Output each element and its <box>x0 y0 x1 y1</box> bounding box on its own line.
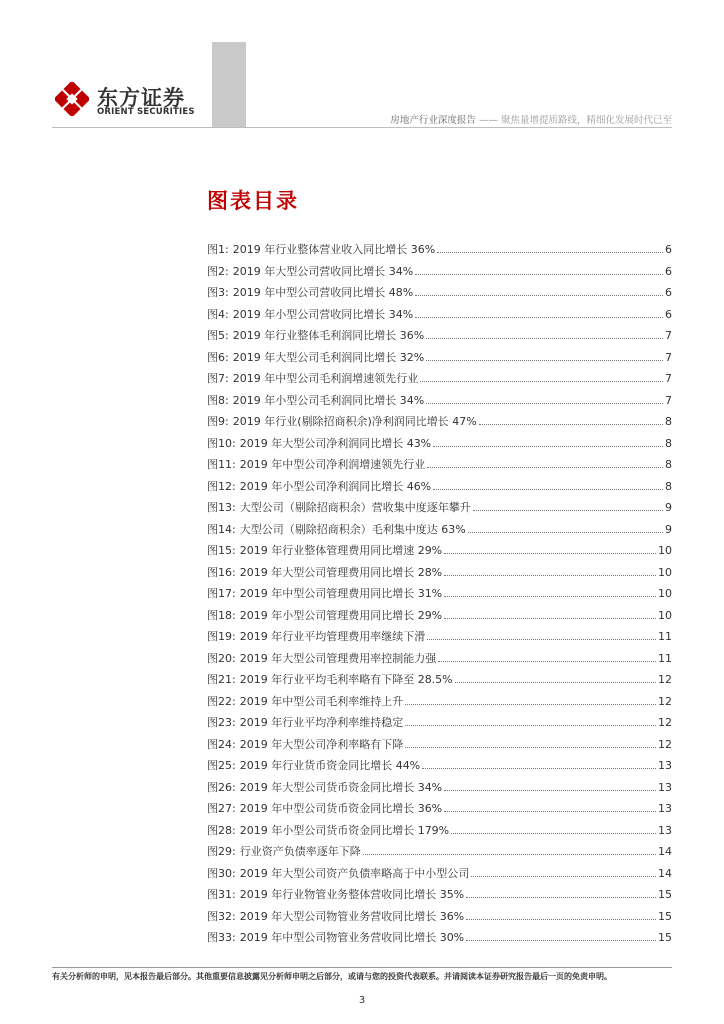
report-type: 房地产行业深度报告 <box>390 115 476 126</box>
toc-entry[interactable] <box>207 650 672 672</box>
toc-leader-dots <box>466 940 656 941</box>
footer-disclaimer: 有关分析师的申明，见本报告最后部分。其他重要信息披露见分析师申明之后部分，或请与您的投资代表联系。并请阅读本证券研究报告最后一页的免责申明。 <box>52 972 612 981</box>
toc-leader-dots <box>415 317 663 318</box>
toc-entry[interactable] <box>207 564 672 586</box>
toc-entry-label: 2019 年中型公司毛利率维持上升 <box>239 694 404 708</box>
toc-entry-label: 2019 年行业平均毛利率略有下降至 28.5% <box>239 673 453 686</box>
toc-entry-page: 10 <box>658 587 672 600</box>
toc-leader-dots <box>444 811 656 812</box>
toc-entry-label: 2019 年大型公司净利率略有下降 <box>239 737 404 751</box>
toc-entry-number: 图28: <box>207 823 236 837</box>
toc-entry-page: 12 <box>658 694 672 708</box>
toc-entry-label: 2019 年中型公司物管业务营收同比增长 30% <box>239 931 465 944</box>
orient-securities-logo-icon <box>55 82 89 116</box>
toc-entry-number: 图14: <box>207 522 236 536</box>
toc-entry-label: 2019 年行业整体营业收入同比增长 36% <box>232 243 436 256</box>
company-logo <box>55 80 205 122</box>
toc-entry[interactable] <box>207 521 672 543</box>
toc-leader-dots <box>422 768 656 769</box>
toc-leader-dots <box>471 876 656 877</box>
toc-entry-number: 图25: <box>207 759 236 772</box>
toc-entry-page: 14 <box>658 866 672 880</box>
toc-entry-page: 6 <box>665 286 672 299</box>
toc-entry[interactable] <box>207 886 672 908</box>
toc-entry-number: 图6: <box>207 350 229 364</box>
toc-entry-page: 12 <box>658 673 672 686</box>
toc-entry-number: 图21: <box>207 673 236 686</box>
toc-entry-page: 7 <box>665 350 672 364</box>
footer-divider <box>52 967 672 968</box>
toc-entry-label: 大型公司（剔除招商积余）毛利集中度达 63% <box>239 522 466 536</box>
toc-entry[interactable] <box>207 714 672 736</box>
toc-entry[interactable] <box>207 241 672 263</box>
toc-entry-page: 15 <box>658 931 672 944</box>
toc-entry[interactable] <box>207 628 672 650</box>
toc-entry[interactable] <box>207 327 672 349</box>
toc-entry-page: 15 <box>658 888 672 901</box>
toc-entry-label: 2019 年大型公司营收同比增长 34% <box>232 264 414 278</box>
toc-entry-page: 6 <box>665 264 672 278</box>
toc-entry-number: 图23: <box>207 716 236 729</box>
toc-entry[interactable] <box>207 456 672 478</box>
toc-entry[interactable] <box>207 757 672 779</box>
toc-entry[interactable] <box>207 392 672 414</box>
toc-entry-label: 2019 年大型公司净利润同比增长 43% <box>239 436 432 450</box>
toc-entry-number: 图27: <box>207 802 236 815</box>
toc-entry-page: 12 <box>658 716 672 729</box>
logo-chinese-name: 东方证券 <box>97 86 185 110</box>
report-subtitle: —— 聚焦量增提质路线，精细化发展时代已至 <box>478 115 672 126</box>
toc-leader-dots <box>468 532 663 533</box>
header-decor-block <box>212 42 246 128</box>
toc-entry[interactable] <box>207 413 672 435</box>
toc-entry[interactable] <box>207 908 672 930</box>
toc-entry-page: 6 <box>665 307 672 321</box>
toc-entry-label: 2019 年小型公司管理费用同比增长 29% <box>239 608 443 622</box>
toc-entry-label: 2019 年大型公司管理费用率控制能力强 <box>239 651 437 665</box>
toc-entry-number: 图16: <box>207 565 236 579</box>
toc-entry-label: 2019 年中型公司管理费用同比增长 31% <box>239 587 443 600</box>
toc-entry-number: 图32: <box>207 909 236 923</box>
toc-entry[interactable] <box>207 349 672 371</box>
toc-entry-number: 图29: <box>207 845 236 858</box>
toc-leader-dots <box>363 854 656 855</box>
toc-leader-dots <box>405 725 656 726</box>
toc-entry-label: 2019 年小型公司货币资金同比增长 179% <box>239 823 450 837</box>
toc-entry-label: 2019 年行业整体毛利润同比增长 36% <box>232 329 425 342</box>
toc-entry[interactable] <box>207 736 672 758</box>
toc-entry-number: 图9: <box>207 415 229 428</box>
toc-entry[interactable] <box>207 542 672 564</box>
toc-entry[interactable] <box>207 585 672 607</box>
logo-english-name: ORIENT SECURITIES <box>97 107 195 117</box>
toc-entry-number: 图13: <box>207 501 236 514</box>
toc-entry-label: 2019 年中型公司营收同比增长 48% <box>232 286 414 299</box>
toc-entry-number: 图8: <box>207 393 229 407</box>
toc-entry-label: 2019 年小型公司营收同比增长 34% <box>232 307 414 321</box>
toc-entry-number: 图17: <box>207 587 236 600</box>
toc-leader-dots <box>466 919 656 920</box>
toc-entry-label: 2019 年大型公司管理费用同比增长 28% <box>239 565 443 579</box>
toc-entry-number: 图7: <box>207 372 229 385</box>
toc-entry-number: 图4: <box>207 307 229 321</box>
toc-leader-dots <box>405 747 656 748</box>
page-number: 3 <box>358 995 366 1006</box>
toc-title: 图表目录 <box>207 189 299 213</box>
toc-entry[interactable] <box>207 370 672 392</box>
toc-entry[interactable] <box>207 865 672 887</box>
toc-entry-page: 10 <box>658 608 672 622</box>
toc-entry-label: 2019 年中型公司净利润增速领先行业 <box>239 458 426 471</box>
toc-entry-page: 15 <box>658 909 672 923</box>
toc-entry-label: 2019 年小型公司毛利润同比增长 34% <box>232 393 425 407</box>
toc-entry-page: 9 <box>665 522 672 536</box>
toc-entry[interactable] <box>207 800 672 822</box>
toc-entry-page: 7 <box>665 329 672 342</box>
toc-entry-number: 图2: <box>207 264 229 278</box>
toc-entry-number: 图3: <box>207 286 229 299</box>
toc-leader-dots <box>455 682 656 683</box>
toc-entry-number: 图20: <box>207 651 236 665</box>
toc-entry-page: 14 <box>658 845 672 858</box>
toc-entry-page: 12 <box>658 737 672 751</box>
toc-entry-label: 2019 年大型公司资产负债率略高于中小型公司 <box>239 866 470 880</box>
toc-leader-dots <box>444 618 656 619</box>
toc-entry-label: 2019 年行业平均净利率维持稳定 <box>239 716 404 729</box>
toc-entry-label: 2019 年大型公司毛利润同比增长 32% <box>232 350 425 364</box>
toc-leader-dots <box>415 295 663 296</box>
toc-entry[interactable] <box>207 929 672 951</box>
toc-leader-dots <box>473 510 663 511</box>
toc-leader-dots <box>427 639 656 640</box>
toc-entry[interactable] <box>207 478 672 500</box>
toc-leader-dots <box>433 489 663 490</box>
toc-entry-page: 10 <box>658 544 672 557</box>
toc-entry-number: 图11: <box>207 458 236 471</box>
toc-entry-number: 图15: <box>207 544 236 557</box>
toc-entry-number: 图5: <box>207 329 229 342</box>
toc-entry[interactable] <box>207 693 672 715</box>
toc-leader-dots <box>426 403 663 404</box>
toc-entry-page: 9 <box>665 501 672 514</box>
toc-leader-dots <box>479 424 663 425</box>
toc-entry-page: 6 <box>665 243 672 256</box>
toc-entry[interactable] <box>207 822 672 844</box>
toc-entry-number: 图24: <box>207 737 236 751</box>
toc-leader-dots <box>444 790 656 791</box>
toc-entry[interactable] <box>207 306 672 328</box>
toc-entry[interactable] <box>207 284 672 306</box>
toc-leader-dots <box>426 338 663 339</box>
toc-entry[interactable] <box>207 263 672 285</box>
toc-entry-page: 13 <box>658 823 672 837</box>
toc-entry[interactable] <box>207 499 672 521</box>
toc-entry-label: 2019 年中型公司毛利润增速领先行业 <box>232 372 419 385</box>
report-header-title <box>390 112 672 126</box>
toc-entry-label: 2019 年行业物管业务整体营收同比增长 35% <box>239 888 465 901</box>
toc-entry-number: 图19: <box>207 630 236 643</box>
toc-entry-page: 13 <box>658 780 672 794</box>
toc-entry-page: 11 <box>658 630 672 643</box>
toc-leader-dots <box>420 381 663 382</box>
toc-entry-number: 图10: <box>207 436 236 450</box>
toc-leader-dots <box>433 446 663 447</box>
toc-entry-page: 10 <box>658 565 672 579</box>
toc-entry[interactable] <box>207 435 672 457</box>
toc-leader-dots <box>444 575 656 576</box>
toc-entry-label: 2019 年行业整体管理费用同比增速 29% <box>239 544 443 557</box>
toc-entry-label: 2019 年行业货币资金同比增长 44% <box>239 759 421 772</box>
toc-entry-page: 13 <box>658 802 672 815</box>
toc-entry-label: 2019 年中型公司货币资金同比增长 36% <box>239 802 443 815</box>
toc-entry[interactable] <box>207 607 672 629</box>
toc-leader-dots <box>405 704 656 705</box>
toc-entry-label: 行业资产负债率逐年下降 <box>239 845 361 858</box>
toc-entry-label: 2019 年行业(剔除招商积余)净利润同比增长 47% <box>232 415 477 428</box>
toc-entry-page: 8 <box>665 458 672 471</box>
toc-leader-dots <box>444 553 656 554</box>
toc-entry-number: 图30: <box>207 866 236 880</box>
toc-entry-page: 11 <box>658 651 672 665</box>
toc-entry-number: 图1: <box>207 243 229 256</box>
header-divider <box>52 127 672 128</box>
toc-entry[interactable] <box>207 671 672 693</box>
toc-leader-dots <box>426 360 663 361</box>
toc-leader-dots <box>451 833 656 834</box>
toc-leader-dots <box>466 897 656 898</box>
toc-entry[interactable] <box>207 843 672 865</box>
toc-entry-label: 2019 年大型公司货币资金同比增长 34% <box>239 780 443 794</box>
toc-entry-number: 图33: <box>207 931 236 944</box>
toc-entry-number: 图22: <box>207 694 236 708</box>
toc-entry-number: 图26: <box>207 780 236 794</box>
toc-entry-page: 8 <box>665 436 672 450</box>
toc-entry-page: 7 <box>665 393 672 407</box>
toc-leader-dots <box>427 467 663 468</box>
toc-entry-page: 13 <box>658 759 672 772</box>
toc-entry-page: 8 <box>665 415 672 428</box>
toc-list <box>207 241 672 951</box>
toc-entry-number: 图12: <box>207 479 236 493</box>
toc-entry-label: 大型公司（剔除招商积余）营收集中度逐年攀升 <box>239 501 471 514</box>
toc-entry[interactable] <box>207 779 672 801</box>
toc-entry-number: 图18: <box>207 608 236 622</box>
toc-entry-label: 2019 年大型公司物管业务营收同比增长 36% <box>239 909 465 923</box>
toc-entry-label: 2019 年行业平均管理费用率继续下滑 <box>239 630 426 643</box>
toc-leader-dots <box>444 596 656 597</box>
toc-entry-label: 2019 年小型公司净利润同比增长 46% <box>239 479 432 493</box>
toc-entry-number: 图31: <box>207 888 236 901</box>
toc-leader-dots <box>437 252 663 253</box>
toc-entry-page: 7 <box>665 372 672 385</box>
toc-leader-dots <box>415 274 663 275</box>
toc-leader-dots <box>438 661 656 662</box>
toc-entry-page: 8 <box>665 479 672 493</box>
